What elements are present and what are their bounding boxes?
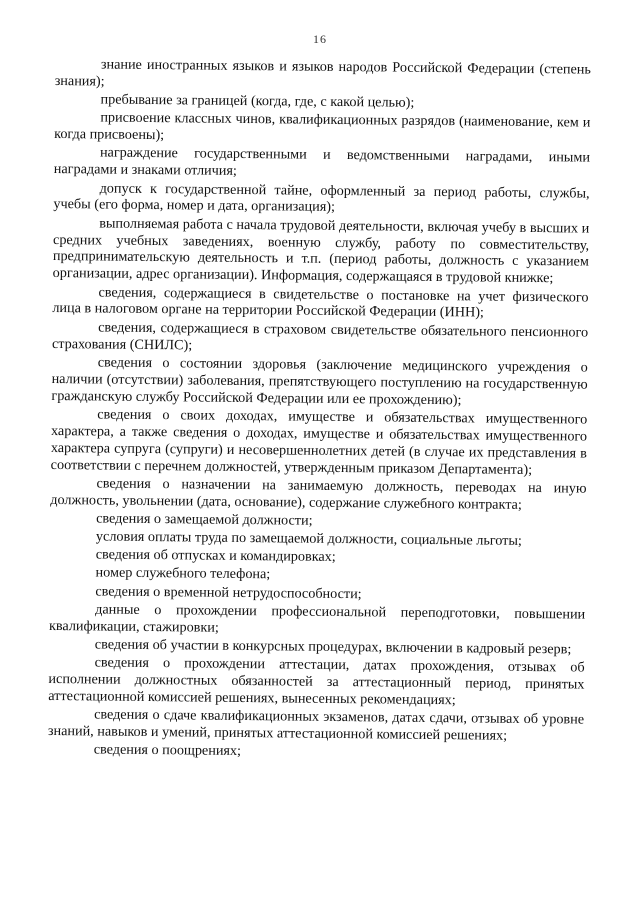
list-item: пребывание за границей (когда, где, с какой целью); bbox=[100, 91, 415, 111]
list-item: знание иностранных языков и языков народов Российской Федерации (степень знания); bbox=[54, 56, 591, 90]
list-item: номер служебного телефона; bbox=[95, 564, 271, 583]
list-item: присвоение классных чинов, квалификационных разрядов (наименование, кем и когда присвоены); bbox=[54, 109, 591, 144]
list-item: сведения о поощрениях; bbox=[93, 741, 242, 760]
list-item: выполняемая работа с начала трудовой деятельности, включая учебу в высших и средних учебных заведениях, военную службу, работу по совместительству, предпринимательскую деятельность и т.п. (период работы, должность с указанием организации, адрес организации). Информация, содержащаяся в трудовой книжке; bbox=[52, 215, 590, 287]
document-body bbox=[48, 56, 591, 765]
list-item: условия оплаты труда по замещаемой должности, социальные льготы; bbox=[95, 528, 522, 549]
list-item: сведения об участии в конкурсных процедурах, включении в кадровый резерв; bbox=[94, 636, 572, 658]
list-item: сведения о сдаче квалификационных экзаменов, датах сдачи, отзывах об уровне знаний, навыков и умений, принятых аттестационной комиссией решениях; bbox=[47, 706, 585, 744]
page-number: 16 bbox=[313, 32, 327, 46]
list-item: сведения об отпусках и командировках; bbox=[95, 546, 336, 566]
list-item: допуск к государственной тайне, оформленный за период работы, службы, учебы (его форма, номер и дата, организация); bbox=[53, 180, 590, 216]
list-item: сведения, содержащиеся в страховом свидетельстве обязательного пенсионного страхования (СНИЛС); bbox=[51, 319, 589, 354]
list-item: сведения о своих доходах, имуществе и обязательствах имущественного характера, а также сведения о доходах, имуществе и обязательствах имущественного характера супруга (супруги) и несовершеннолетних детей (в случае их представления в соответствии с перечнем должностей, утвержденным приказом Департамента); bbox=[50, 406, 588, 478]
list-item: сведения о временной нетрудоспособности; bbox=[95, 583, 362, 602]
list-item: сведения о прохождении аттестации, датах прохождения, отзывах об исполнении должностных обязанностей за аттестационный период, принятых аттестационной комиссией решениях, вынесенных рекомендациях; bbox=[48, 654, 585, 709]
list-item: награждение государственными и ведомственными наградами, иными наградами и знаками отличия; bbox=[53, 144, 591, 180]
list-item: данные о прохождении профессиональной переподготовки, повышении квалификации, стажировки; bbox=[48, 601, 586, 636]
list-item: сведения, содержащиеся в свидетельстве о постановке на учет физического лица в налоговом органе на территории Российской Федерации (ИНН); bbox=[52, 284, 589, 321]
list-item: сведения о назначении на занимаемую должность, переводах на иную должность, увольнении (дата, основание), содержание служебного контракта; bbox=[50, 475, 587, 513]
list-item: сведения о замещаемой должности; bbox=[96, 510, 313, 529]
list-item: сведения о состоянии здоровья (заключение медицинского учреждения о наличии (отсутствии) заболевания, препятствующего поступлению на государственную гражданскую службу Российской Федерации или ее прохождению); bbox=[51, 354, 588, 408]
